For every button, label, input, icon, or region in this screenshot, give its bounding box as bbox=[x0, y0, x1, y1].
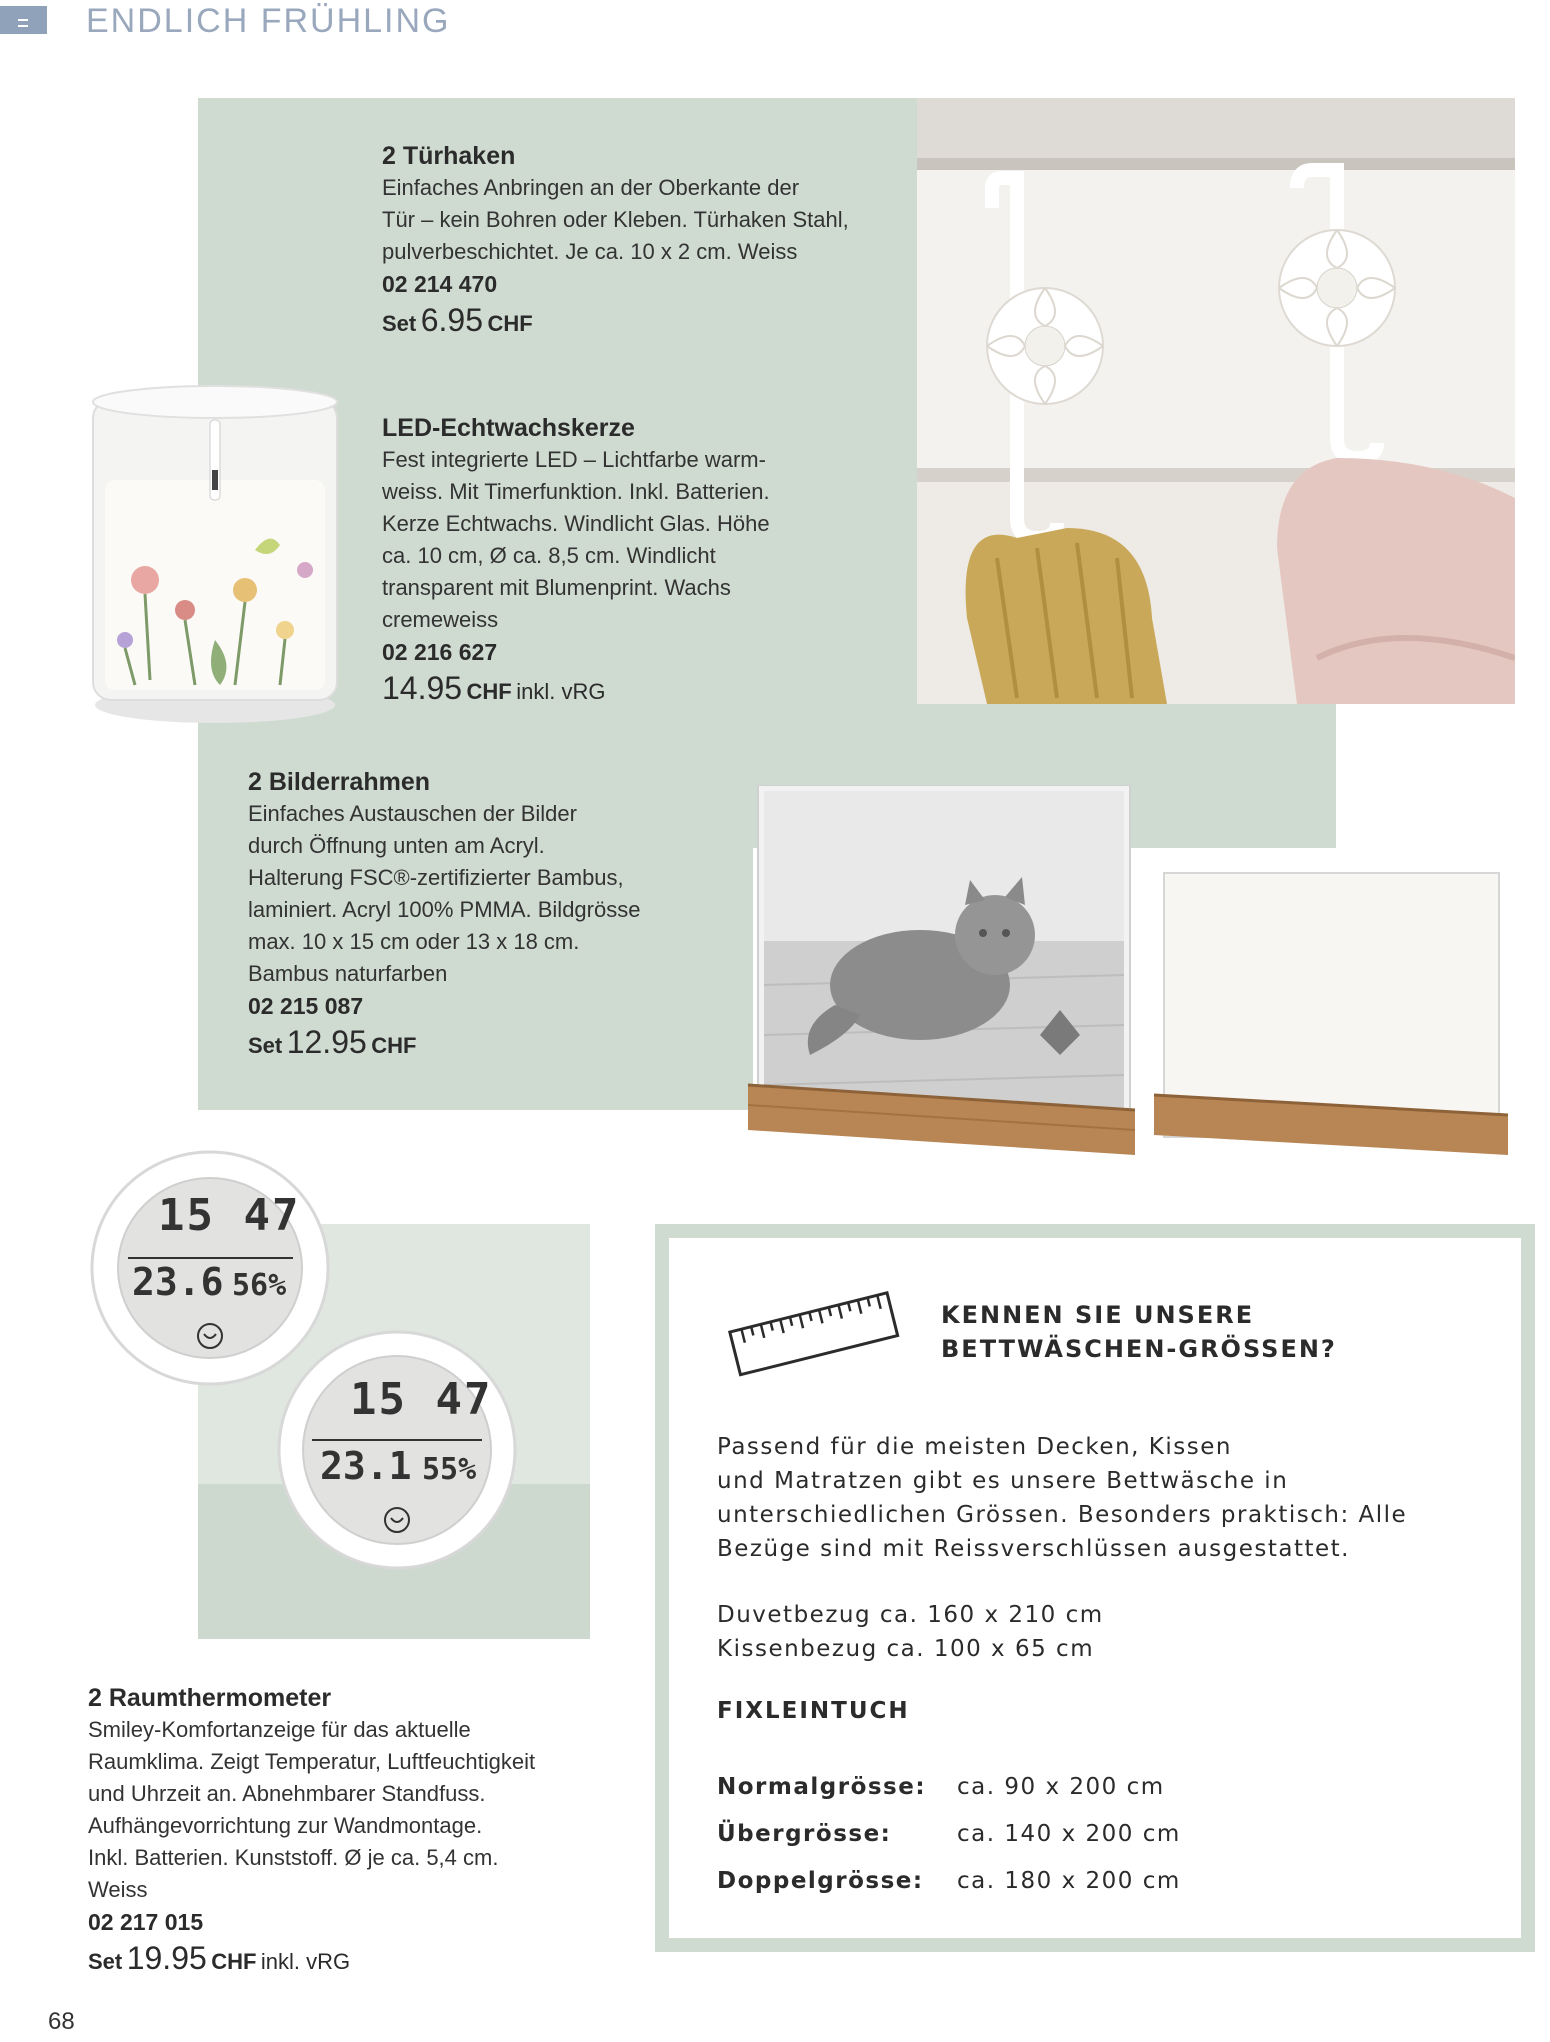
product-desc-line: ca. 10 cm, Ø ca. 8,5 cm. Windlicht bbox=[382, 543, 716, 568]
fixleintuch-row bbox=[717, 1811, 1181, 1858]
product-article-number: 02 217 015 bbox=[88, 1909, 204, 1935]
infobox-text-line: Passend für die meisten Decken, Kissen bbox=[717, 1434, 1232, 1460]
infobox-text-line: Bezüge sind mit Reissverschlüssen ausgestattet. bbox=[717, 1536, 1350, 1562]
infobox-heading-line: KENNEN SIE UNSERE bbox=[941, 1301, 1255, 1329]
thermometer-2-temp: 23.1 bbox=[320, 1444, 412, 1488]
product-desc-line: durch Öffnung unten am Acryl. bbox=[248, 833, 545, 858]
product-title: 2 Raumthermometer bbox=[88, 1684, 332, 1712]
doorhook-photo bbox=[917, 98, 1515, 704]
product-title: 2 Bilderrahmen bbox=[248, 768, 431, 796]
price-suffix: inkl. vRG bbox=[516, 679, 606, 704]
product-thermometer bbox=[88, 1682, 648, 1985]
product-desc-line: max. 10 x 15 cm oder 13 x 18 cm. bbox=[248, 929, 580, 954]
product-title: 2 Türhaken bbox=[382, 142, 516, 170]
candle-photo bbox=[85, 380, 345, 730]
page-number: 68 bbox=[48, 2008, 75, 2035]
product-desc-line: Raumklima. Zeigt Temperatur, Luftfeuchtigkeit bbox=[88, 1749, 536, 1774]
product-desc-line: Einfaches Anbringen an der Oberkante der bbox=[382, 175, 800, 200]
product-desc-line: Kerze Echtwachs. Windlicht Glas. Höhe bbox=[382, 511, 770, 536]
price-currency: CHF bbox=[371, 1033, 417, 1058]
fixleintuch-label: Übergrösse: bbox=[717, 1821, 892, 1847]
thermometer-1-humidity: 56% bbox=[232, 1268, 287, 1303]
thermometer-2 bbox=[272, 1320, 522, 1580]
bedding-size-infobox bbox=[655, 1224, 1535, 1952]
price-suffix: inkl. vRG bbox=[260, 1949, 351, 1974]
thermometer-1-temp: 23.6 bbox=[132, 1260, 224, 1304]
product-article-number: 02 214 470 bbox=[382, 271, 498, 297]
product-title: LED-Echtwachskerze bbox=[382, 414, 635, 442]
price-amount: 19.95 bbox=[126, 1940, 207, 1976]
product-frames bbox=[248, 766, 728, 1069]
fixleintuch-table bbox=[717, 1764, 1181, 1905]
product-price bbox=[382, 300, 902, 347]
product-desc-line: Weiss bbox=[88, 1877, 148, 1902]
thermometer-2-humidity: 55% bbox=[422, 1452, 477, 1487]
product-desc-line: Aufhängevorrichtung zur Wandmontage. bbox=[88, 1813, 483, 1838]
thermometer-2-time: 15 47 bbox=[350, 1374, 493, 1425]
infobox-text-line: unterschiedlichen Grössen. Besonders praktisch: Alle bbox=[717, 1502, 1408, 1528]
price-currency: CHF bbox=[487, 311, 533, 336]
price-prefix: Set bbox=[382, 311, 417, 336]
product-candle bbox=[382, 412, 902, 715]
fixleintuch-row bbox=[717, 1764, 1181, 1811]
product-desc-line: Inkl. Batterien. Kunststoff. Ø je ca. 5,4 cm. bbox=[88, 1845, 499, 1870]
product-desc-line: und Uhrzeit an. Abnehmbarer Standfuss. bbox=[88, 1781, 486, 1806]
infobox-sizes bbox=[717, 1598, 1104, 1666]
product-desc-line: Fest integrierte LED – Lichtfarbe warm- bbox=[382, 447, 766, 472]
product-price bbox=[382, 668, 902, 715]
product-desc-line: Halterung FSC®-zertifizierter Bambus, bbox=[248, 865, 624, 890]
infobox-inner bbox=[669, 1238, 1521, 1938]
infobox-text bbox=[717, 1430, 1407, 1566]
product-desc-line: Smiley-Komfortanzeige für das aktuelle bbox=[88, 1717, 471, 1742]
product-article-number: 02 215 087 bbox=[248, 993, 364, 1019]
price-amount: 6.95 bbox=[420, 302, 483, 338]
frames-photo bbox=[740, 785, 1510, 1180]
header-tab-marker bbox=[0, 6, 47, 34]
ruler-icon bbox=[723, 1280, 903, 1390]
product-desc-line: pulverbeschichtet. Je ca. 10 x 2 cm. Weiss bbox=[382, 239, 798, 264]
product-desc-line: Bambus naturfarben bbox=[248, 961, 448, 986]
thermometer-1-time: 15 47 bbox=[158, 1190, 301, 1241]
infobox-size-line: Duvetbezug ca. 160 x 210 cm bbox=[717, 1602, 1104, 1628]
infobox-heading bbox=[941, 1298, 1337, 1366]
fixleintuch-heading: FIXLEINTUCH bbox=[717, 1698, 910, 1724]
fixleintuch-value: ca. 140 x 200 cm bbox=[957, 1821, 1181, 1847]
menu-icon bbox=[18, 19, 28, 27]
page-section-title: ENDLICH FRÜHLING bbox=[86, 2, 451, 40]
price-amount: 12.95 bbox=[286, 1024, 367, 1060]
infobox-heading-line: BETTWÄSCHEN-GRÖSSEN? bbox=[941, 1335, 1337, 1363]
price-amount: 14.95 bbox=[382, 670, 463, 706]
infobox-text-line: und Matratzen gibt es unsere Bettwäsche in bbox=[717, 1468, 1289, 1494]
product-price bbox=[248, 1022, 728, 1069]
product-desc-line: weiss. Mit Timerfunktion. Inkl. Batterien. bbox=[382, 479, 770, 504]
product-article-number: 02 216 627 bbox=[382, 639, 498, 665]
price-currency: CHF bbox=[466, 679, 512, 704]
fixleintuch-row bbox=[717, 1858, 1181, 1905]
fixleintuch-label: Doppelgrösse: bbox=[717, 1868, 924, 1894]
price-prefix: Set bbox=[88, 1949, 123, 1974]
product-desc-line: Einfaches Austauschen der Bilder bbox=[248, 801, 577, 826]
product-desc-line: cremeweiss bbox=[382, 607, 499, 632]
product-price bbox=[88, 1938, 648, 1985]
fixleintuch-label: Normalgrösse: bbox=[717, 1774, 927, 1800]
product-desc-line: transparent mit Blumenprint. Wachs bbox=[382, 575, 731, 600]
price-currency: CHF bbox=[211, 1949, 257, 1974]
product-desc-line: Tür – kein Bohren oder Kleben. Türhaken Stahl, bbox=[382, 207, 849, 232]
fixleintuch-value: ca. 90 x 200 cm bbox=[957, 1774, 1165, 1800]
product-desc-line: laminiert. Acryl 100% PMMA. Bildgrösse bbox=[248, 897, 641, 922]
product-doorhooks bbox=[382, 140, 902, 347]
infobox-size-line: Kissenbezug ca. 100 x 65 cm bbox=[717, 1636, 1095, 1662]
price-prefix: Set bbox=[248, 1033, 283, 1058]
fixleintuch-value: ca. 180 x 200 cm bbox=[957, 1868, 1181, 1894]
